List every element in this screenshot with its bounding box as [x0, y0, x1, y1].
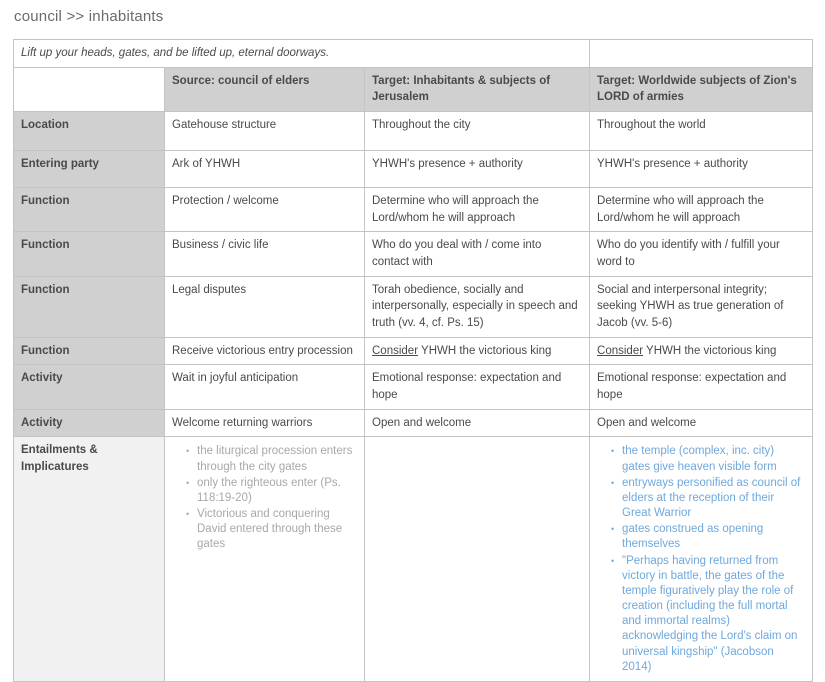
row-label: Function	[14, 337, 165, 365]
table-row-function-3	[14, 276, 813, 337]
cell-target1-bullets	[365, 437, 590, 682]
table-row-entailments	[14, 437, 813, 682]
row-label: Entering party	[14, 151, 165, 188]
target2-bullet-list	[597, 444, 804, 675]
cell-target2: YHWH's presence + authority	[590, 151, 813, 188]
cell-source: Receive victorious entry procession	[165, 337, 365, 365]
cell-target1: Who do you deal with / come into contact with	[365, 232, 590, 276]
cell-target1: Determine who will approach the Lord/whom he will approach	[365, 188, 590, 232]
cell-target2: Open and welcome	[590, 409, 813, 437]
cell-target2	[590, 337, 813, 365]
bullet-item: • the liturgical procession enters through the city gates	[186, 444, 356, 474]
header-empty-cell	[14, 67, 165, 111]
frame-comparison-table	[13, 39, 813, 682]
cell-target2: Emotional response: expectation and hope	[590, 365, 813, 409]
bullet-item: • entryways personified as council of elders at the reception of their Great Warrior	[611, 476, 804, 522]
table-row-function-1	[14, 188, 813, 232]
table-row-location	[14, 112, 813, 151]
cell-source: Ark of YHWH	[165, 151, 365, 188]
underlined-word: Consider	[372, 344, 419, 357]
cell-source: Gatehouse structure	[165, 112, 365, 151]
verse-quote: Lift up your heads, gates, and be lifted up, eternal doorways.	[14, 40, 590, 68]
bullet-item: • Victorious and conquering David entered through these gates	[186, 507, 356, 553]
page-title: council >> inhabitants	[14, 8, 164, 25]
cell-source: Welcome returning warriors	[165, 409, 365, 437]
column-header-target1: Target: Inhabitants & subjects of Jerusalem	[365, 67, 590, 111]
table-row-function-4	[14, 337, 813, 365]
row-label: Function	[14, 232, 165, 276]
cell-target1	[365, 337, 590, 365]
quote-row-empty-cell	[590, 40, 813, 68]
cell-target1: Throughout the city	[365, 112, 590, 151]
cell-target1: YHWH's presence + authority	[365, 151, 590, 188]
row-label: Function	[14, 188, 165, 232]
cell-source: Wait in joyful anticipation	[165, 365, 365, 409]
bullet-item: • the temple (complex, inc. city) gates give heaven visible form	[611, 444, 804, 474]
cell-source-bullets	[165, 437, 365, 682]
cell-source: Protection / welcome	[165, 188, 365, 232]
table-row-activity-1	[14, 365, 813, 409]
source-bullet-list	[172, 444, 356, 552]
cell-source: Legal disputes	[165, 276, 365, 337]
cell-target1: Emotional response: expectation and hope	[365, 365, 590, 409]
cell-text: YHWH the victorious king	[418, 344, 552, 357]
cell-target2: Throughout the world	[590, 112, 813, 151]
cell-target2: Determine who will approach the Lord/whom he will approach	[590, 188, 813, 232]
bullet-item: • only the righteous enter (Ps. 118:19-20)	[186, 476, 356, 506]
table-row-function-2	[14, 232, 813, 276]
cell-target2-bullets	[590, 437, 813, 682]
row-label: Activity	[14, 365, 165, 409]
table-row-entering-party	[14, 151, 813, 188]
cell-target2: Social and interpersonal integrity; seeking YHWH as true generation of Jacob (vv. 5-6)	[590, 276, 813, 337]
row-label: Location	[14, 112, 165, 151]
row-label: Function	[14, 276, 165, 337]
row-label: Entailments & Implicatures	[14, 437, 165, 682]
row-label: Activity	[14, 409, 165, 437]
bullet-item: • gates construed as opening themselves	[611, 522, 804, 552]
bullet-item: • "Perhaps having returned from victory in battle, the gates of the temple figuratively play the role of creation (including the full mortal and immortal realms) acknowledging the Lord's claim on universal kingship" (Jacobson 2014)	[611, 554, 804, 675]
quote-row	[14, 40, 813, 68]
column-header-target2: Target: Worldwide subjects of Zion's LORD of armies	[590, 67, 813, 111]
cell-target1: Torah obedience, socially and interpersonally, especially in speech and truth (vv. 4, cf. Ps. 15)	[365, 276, 590, 337]
table-row-activity-2	[14, 409, 813, 437]
cell-source: Business / civic life	[165, 232, 365, 276]
cell-target1: Open and welcome	[365, 409, 590, 437]
cell-text: YHWH the victorious king	[643, 344, 777, 357]
header-row	[14, 67, 813, 111]
cell-target2: Who do you identify with / fulfill your word to	[590, 232, 813, 276]
column-header-source: Source: council of elders	[165, 67, 365, 111]
underlined-word: Consider	[597, 344, 644, 357]
